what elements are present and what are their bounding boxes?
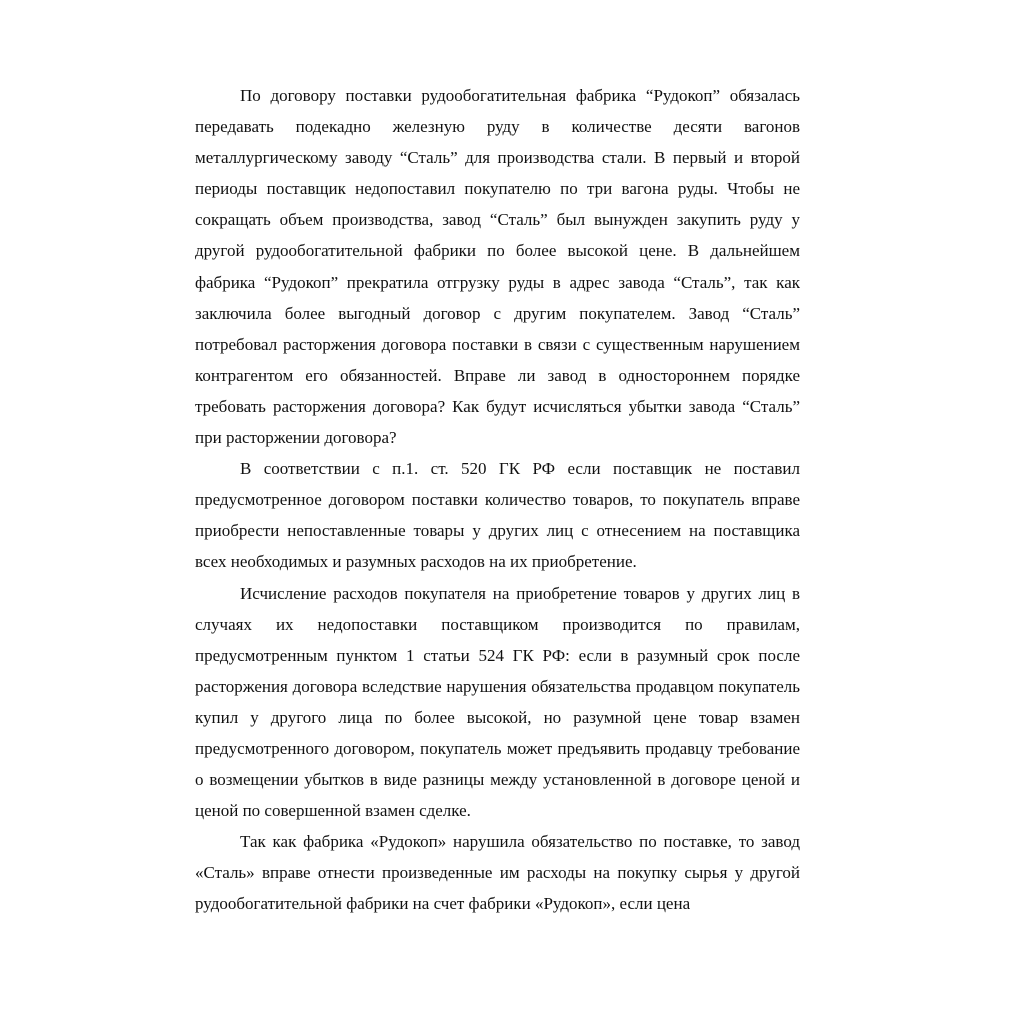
paragraph-article-520: В соответствии с п.1. ст. 520 ГК РФ если поставщик не поставил предусмотренное договором поставки количество товаров, то покупатель вправе приобрести непоставленные товары у других лиц с отнесением на поставщика всех необходимых и разумных расходов на их приобретение. — [195, 459, 800, 572]
paragraph-article-524: Исчисление расходов покупателя на приобретение товаров у других лиц в случаях их недопоставки поставщиком производится по правилам, предусмотренным пунктом 1 статьи 524 ГК РФ: если в разумный срок после расторжения договора вследствие нарушения обязательства продавцом покупатель купил у другого лица по более высокой, но разумной цене товар взамен предусмотренного договором, покупатель может предъявить продавцу требование о возмещении убытков в виде разницы между установленной в договоре ценой и ценой по совершенной взамен сделке. — [195, 583, 800, 821]
document-body — [195, 80, 800, 920]
paragraph-conclusion: Так как фабрика «Рудокоп» нарушила обязательство по поставке, то завод «Сталь» вправе отнести произведенные им расходы на покупку сырья у другой рудообогатительной фабрики на счет фабрики «Рудокоп», если цена — [195, 832, 800, 914]
paragraph-case-description: По договору поставки рудообогатительная фабрика “Рудокоп” обязалась передавать подекадно железную руду в количестве десяти вагонов металлургическому заводу “Сталь” для производства стали. В первый и второй периоды поставщик недопоставил покупателю по три вагона руды. Чтобы не сокращать объем производства, завод “Сталь” был вынужден закупить руду у другой рудообогатительной фабрики по более высокой цене. В дальнейшем фабрика “Рудокоп” прекратила отгрузку руды в адрес завода “Сталь”, так как заключила более выгодный договор с другим покупателем. Завод “Сталь” потребовал расторжения договора поставки в связи с существенным нарушением контрагентом его обязанностей. Вправе ли завод в одностороннем порядке требовать расторжения договора? Как будут исчисляться убытки завода “Сталь” при расторжении договора? — [195, 86, 800, 448]
